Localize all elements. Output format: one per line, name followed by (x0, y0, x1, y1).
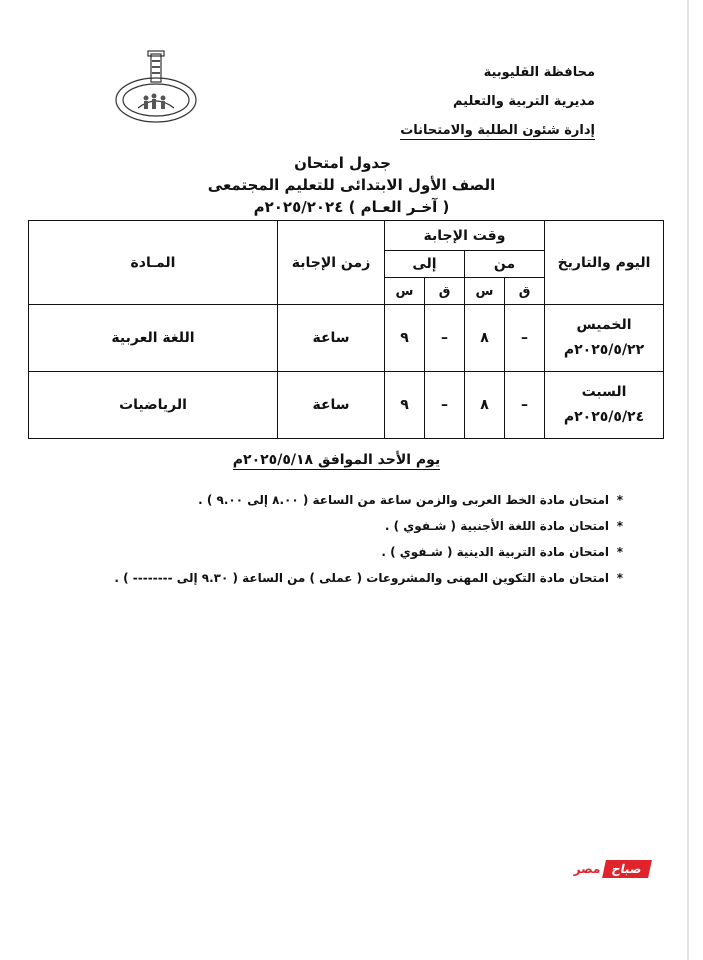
bullet-marker: * (616, 571, 623, 585)
row-to-minute: – (425, 372, 465, 439)
header-to-hour: س (385, 278, 425, 305)
governorate-line: محافظة القليوبية (483, 65, 595, 80)
header-to: إلى (385, 251, 465, 278)
bullet-marker: * (616, 545, 623, 559)
directorate-line: مديرية التربية والتعليم (452, 94, 595, 109)
row-to-hour: ٩ (385, 305, 425, 372)
table-row (29, 305, 664, 372)
table-row (29, 372, 664, 439)
list-item (63, 540, 623, 566)
header-from-hour: س (465, 278, 505, 305)
sunday-line: يوم الأحد الموافق ٢٠٢٥/٥/١٨م (232, 452, 441, 468)
note-text: امتحان مادة التكوين المهنى والمشروعات ( عملى ) من الساعة ( ٩.٣٠ إلى -------- ) . (114, 571, 609, 585)
header-answer-time: وقت الإجابة (385, 221, 545, 251)
row-date: ٢٠٢٥/٥/٢٤م (563, 409, 645, 425)
bullet-marker: * (616, 519, 623, 533)
header-to-minute: ق (425, 278, 465, 305)
row-from-hour: ٨ (465, 372, 505, 439)
note-text: امتحان مادة الخط العربى والزمن ساعة من الساعة ( ٨.٠٠ إلى ٩.٠٠ ) . (198, 493, 609, 507)
row-subject: الرياضيات (29, 372, 278, 439)
row-to-minute: – (425, 305, 465, 372)
row-day: الخميس (576, 317, 632, 333)
notes-section (0, 452, 703, 585)
row-from-minute: – (505, 372, 545, 439)
list-item (63, 488, 623, 514)
row-date: ٢٠٢٥/٥/٢٢م (563, 342, 645, 358)
header-from: من (465, 251, 545, 278)
watermark-text: مصر (573, 862, 601, 876)
row-duration: ساعة (278, 372, 385, 439)
bullet-marker: * (616, 493, 623, 507)
note-text: امتحان مادة اللغة الأجنبية ( شـفوي ) . (384, 519, 609, 533)
issuer-header (400, 58, 595, 145)
title-line-1: جدول امتحان (294, 154, 391, 172)
header-duration: زمن الإجابة (278, 221, 385, 305)
row-day-date (545, 372, 664, 439)
header-from-minute: ق (505, 278, 545, 305)
header-day-date: اليوم والتاريخ (545, 221, 664, 305)
list-item (63, 566, 623, 592)
row-from-hour: ٨ (465, 305, 505, 372)
governorate-seal-logo (108, 48, 204, 126)
watermark-box: صباح (602, 860, 651, 878)
row-to-hour: ٩ (385, 372, 425, 439)
list-item (63, 514, 623, 540)
row-from-minute: – (505, 305, 545, 372)
site-watermark (540, 858, 650, 880)
note-text: امتحان مادة التربية الدينية ( شـفوي ) . (381, 545, 609, 559)
header-subject: المـادة (29, 221, 278, 305)
row-day-date (545, 305, 664, 372)
department-line: إدارة شئون الطلبة والامتحانات (400, 123, 595, 138)
row-day: السبت (581, 384, 627, 400)
row-subject: اللغة العربية (29, 305, 278, 372)
exam-schedule-table (28, 220, 664, 439)
page-edge (687, 0, 689, 960)
document-title (0, 152, 703, 218)
title-line-2: الصف الأول الابتدائى للتعليم المجتمعى (207, 176, 496, 194)
title-line-3: ( آخـر العـام ) ٢٠٢٥/٢٠٢٤م (253, 198, 450, 216)
row-duration: ساعة (278, 305, 385, 372)
notes-list (63, 488, 623, 592)
